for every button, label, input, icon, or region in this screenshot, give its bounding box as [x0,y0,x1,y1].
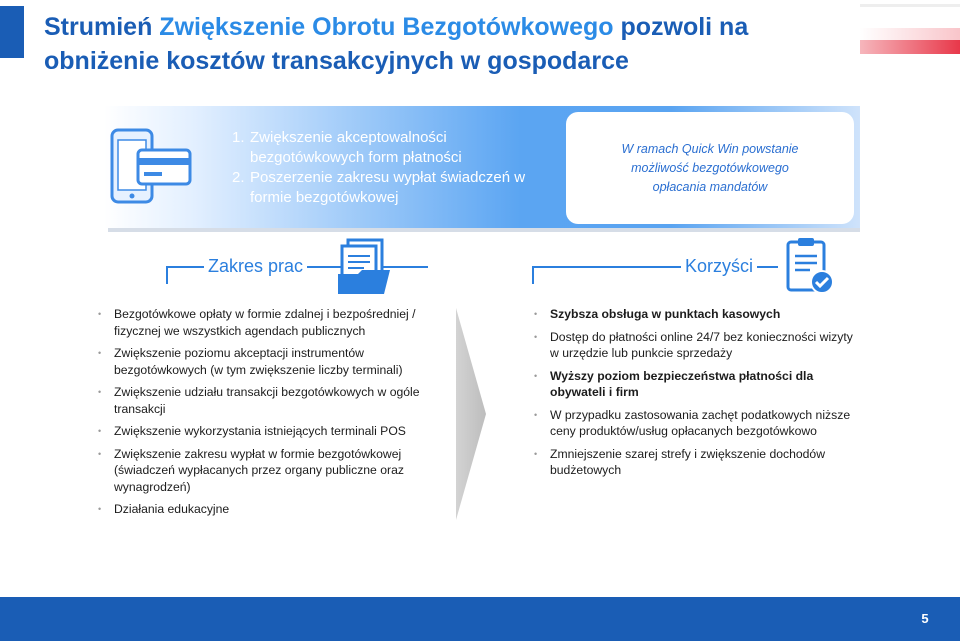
banner-item [232,168,532,208]
title-part2: pozwoli na obniżenie kosztów transakcyjnych w gospodarce [44,13,749,75]
section-line [166,266,168,284]
clipboard-check-icon [784,236,836,296]
banner-shadow [108,228,860,232]
footer-bar [0,597,960,641]
scope-list [96,306,426,524]
scope-heading: Zakres prac [204,256,307,277]
list-item: • W przypadku zastosowania zachęt podatkowych niższe ceny produktów/usług opłacanych bezgotówkowo [532,407,862,440]
list-item-text: Szybsza obsługa w punktach kasowych [550,307,781,321]
list-item: • Działania edukacyjne [96,501,426,518]
page-title [44,10,834,78]
corner-decoration [860,4,960,7]
quickwin-text: W ramach Quick Win powstanie możliwość bezgotówkowego opłacania mandatów [621,141,799,194]
banner-item [232,128,532,168]
section-line [532,266,534,284]
corner-decoration [860,40,960,54]
banner-item-number: 2. [232,169,245,186]
list-item: • Zmniejszenie szarej strefy i zwiększenie dochodów budżetowych [532,446,862,479]
corner-decoration [860,28,960,40]
list-item [532,368,862,401]
list-item: • Zwiększenie udziału transakcji bezgotówkowych w ogóle transakcji [96,384,426,417]
documents-folder-icon [332,234,396,298]
list-item: • Zwiększenie poziomu akceptacji instrumentów bezgotówkowych (w tym zwiększenie liczby terminali) [96,345,426,378]
quickwin-card [566,112,854,224]
title-highlight: Zwiększenie Obrotu Bezgotówkowego [159,13,614,41]
list-item-text: Wyższy poziom bezpieczeństwa płatności dla obywateli i firm [550,368,814,399]
banner-item-text: Poszerzenie zakresu wypłat świadczeń w formie bezgotówkowej [250,169,526,206]
title-part1: Strumień [44,13,160,41]
list-item: • Dostęp do płatności online 24/7 bez konieczności wizyty w urzędzie lub punkcie sprzedaży [532,329,862,362]
list-item: • Zwiększenie wykorzystania istniejących terminali POS [96,423,426,440]
list-item: • Bezgotówkowe opłaty w formie zdalnej i bezpośredniej / fizycznej we wszystkich agendach publicznych [96,306,426,339]
list-item: • Zwiększenie zakresu wypłat w formie bezgotówkowej (świadczeń wypłacanych przez organy publiczne oraz wynagrodzeń) [96,446,426,496]
list-item [532,306,862,323]
banner-list [232,128,532,208]
banner-item-number: 1. [232,129,245,146]
banner-item-text: Zwiększenie akceptowalności bezgotówkowych form płatności [250,129,462,166]
benefits-heading: Korzyści [681,256,757,277]
chevron-arrow [456,308,486,520]
benefits-list [532,306,862,485]
page-number: 5 [921,611,929,626]
mobile-payment-icon [108,126,198,206]
accent-bar [0,6,24,58]
